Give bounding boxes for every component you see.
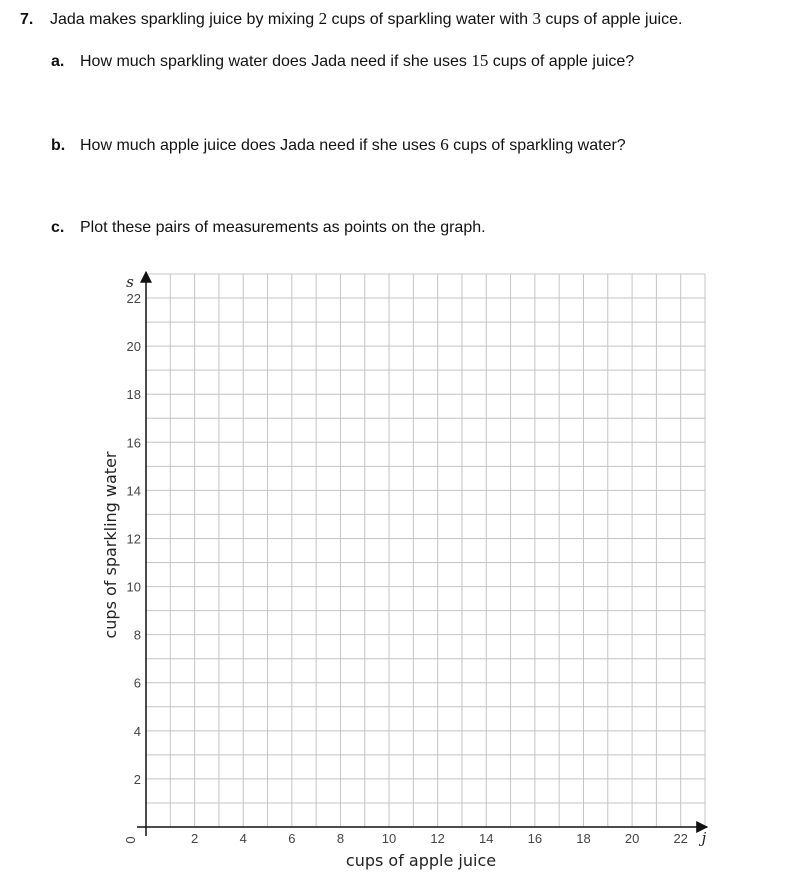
water-amount: 2: [318, 9, 328, 28]
part-a-label: a.: [51, 53, 65, 70]
x-variable-label: j: [701, 829, 707, 847]
x-tick-label: 4: [239, 831, 247, 846]
part-b-label: b.: [51, 137, 66, 154]
question-text-before: Jada makes sparkling juice by mixing: [50, 11, 319, 28]
x-tick-label: 14: [479, 831, 494, 846]
question-number: 7.: [20, 11, 34, 28]
part-a-text-before: How much sparkling water does Jada need if she uses: [80, 53, 472, 70]
part-b-text-after: cups of sparkling water?: [448, 137, 626, 154]
juice-amount: 3: [532, 9, 541, 28]
y-tick-label: 10: [126, 579, 141, 595]
question-text-middle: cups of sparkling water with: [327, 11, 533, 28]
y-tick-label: 6: [133, 675, 141, 691]
part-b-amount: 6: [440, 135, 449, 154]
grid: [146, 274, 705, 827]
part-b-text-before: How much apple juice does Jada need if she uses: [80, 137, 441, 154]
y-tick-label: 4: [133, 723, 141, 739]
part-c-text: Plot these pairs of measurements as points on the graph.: [80, 219, 486, 236]
part-c-label: c.: [51, 219, 65, 236]
y-tick-label: 14: [126, 483, 141, 499]
x-tick-label: 8: [336, 831, 345, 846]
tick-labels: [127, 291, 688, 846]
x-tick-label: 10: [381, 831, 397, 846]
x-tick-label: 12: [430, 831, 445, 846]
x-tick-label: 2: [190, 831, 199, 846]
part-a-amount: 15: [471, 51, 489, 70]
x-axis-label: cups of apple juice: [345, 851, 497, 870]
x-tick-label: 20: [624, 831, 640, 846]
y-tick-label: 2: [133, 771, 141, 787]
y-tick-label: 8: [133, 627, 141, 643]
x-tick-label: 16: [527, 831, 543, 846]
y-tick-label: 12: [126, 531, 141, 547]
part-a-text-after: cups of apple juice?: [488, 53, 635, 70]
origin-label: 0: [123, 836, 138, 844]
y-variable-label: s: [126, 273, 134, 291]
x-tick-label: 6: [288, 831, 296, 846]
x-tick-label: 18: [576, 831, 591, 846]
x-tick-label: 22: [673, 831, 688, 846]
y-axis-label: cups of sparkling water: [101, 451, 120, 639]
question-text-after: cups of apple juice.: [540, 11, 683, 28]
y-tick-label: 22: [126, 291, 141, 307]
y-tick-label: 18: [126, 387, 141, 403]
y-tick-label: 20: [126, 339, 141, 355]
axes: [137, 272, 707, 836]
y-tick-label: 16: [126, 435, 141, 451]
